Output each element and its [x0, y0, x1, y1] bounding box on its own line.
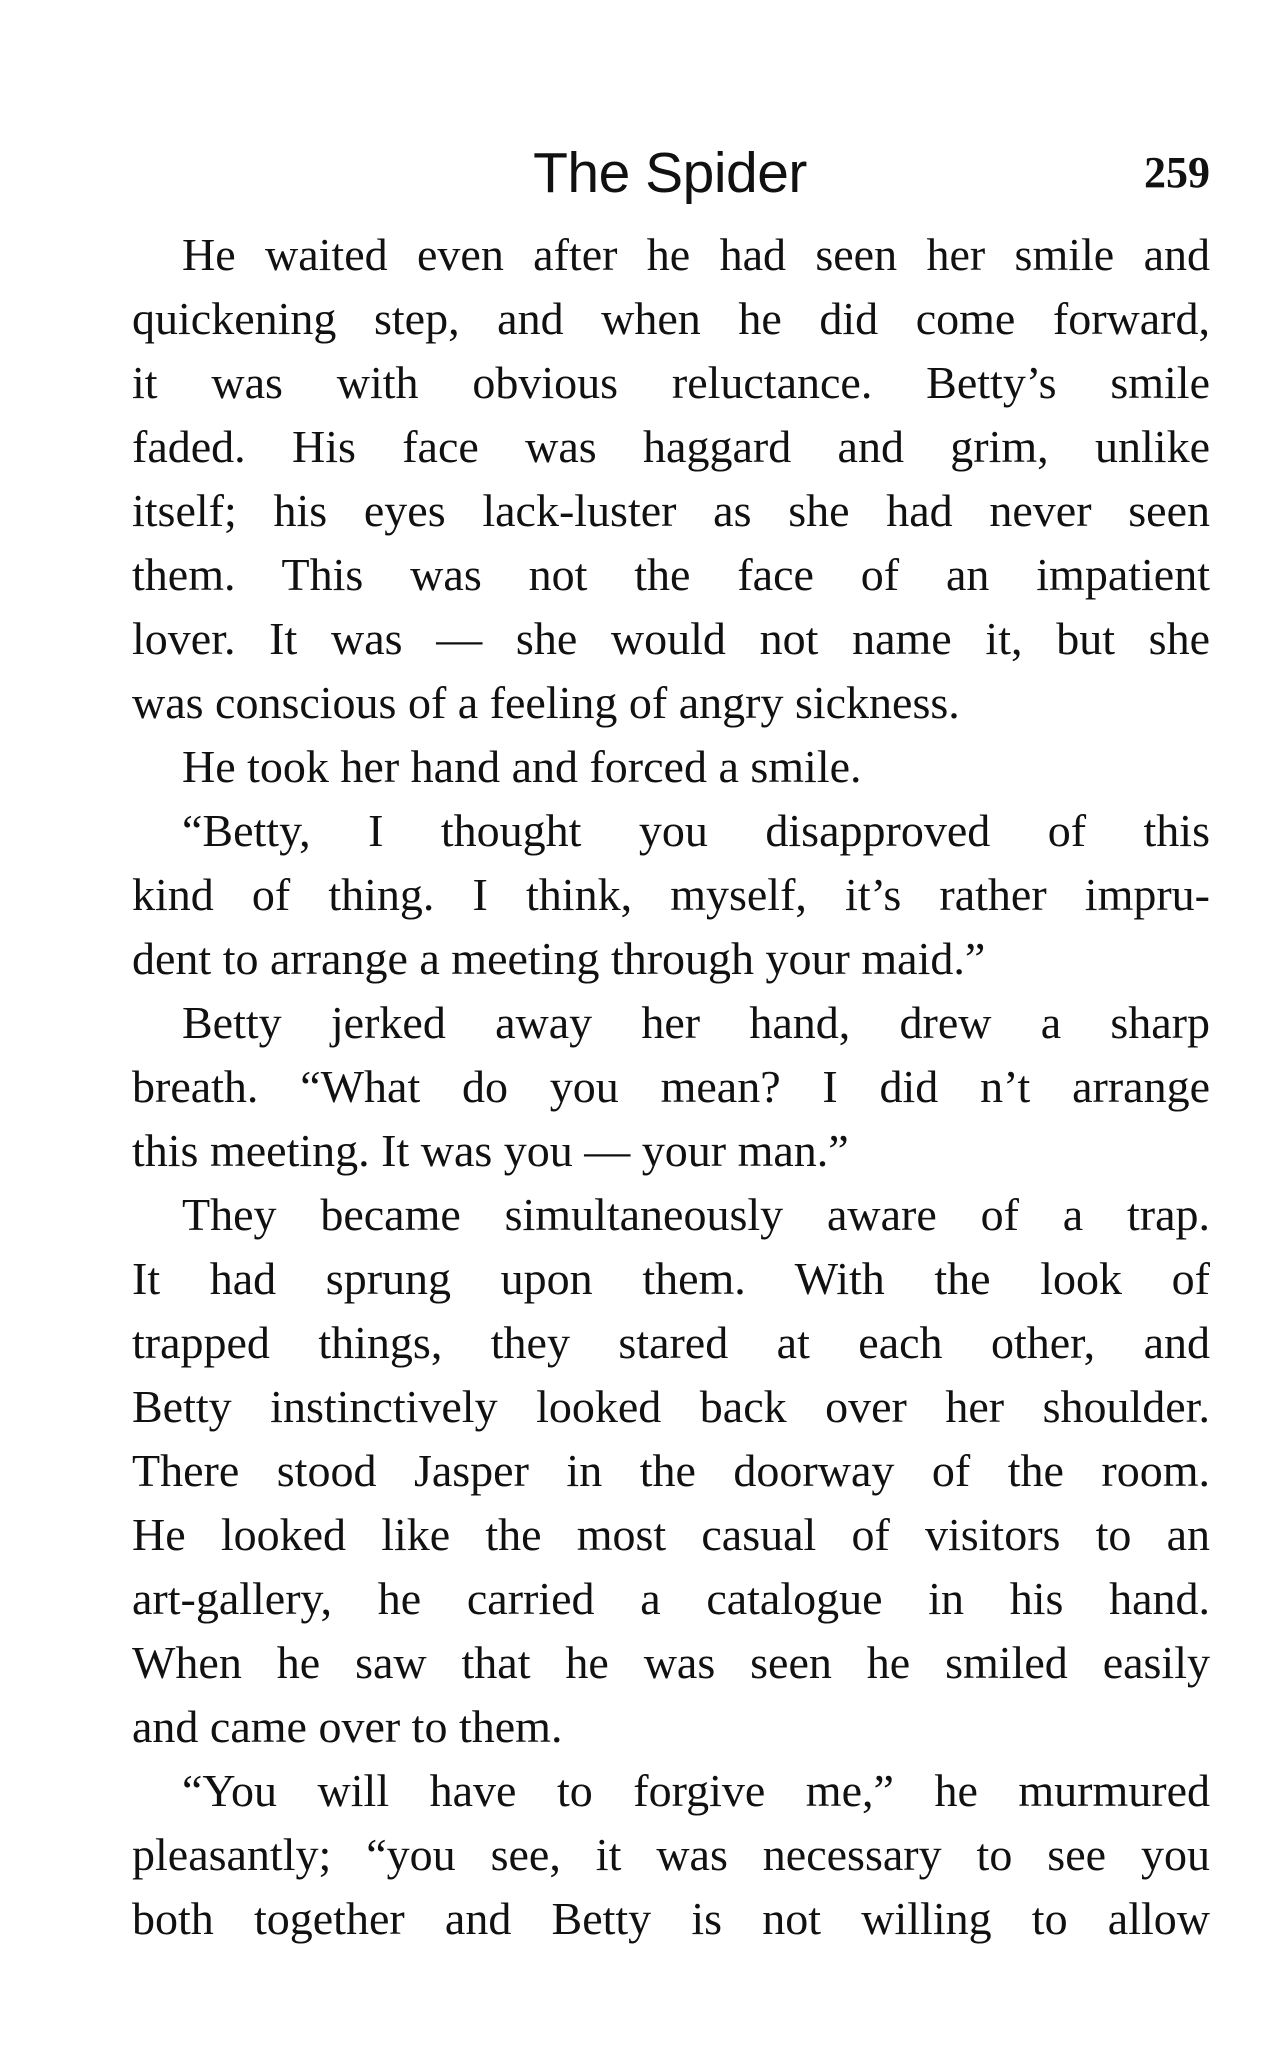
running-title: The Spider	[533, 141, 807, 205]
text-line: He looked like the most casual of visitors to an	[132, 1509, 1210, 1560]
text-line: Betty instinctively looked back over her shoulder.	[132, 1381, 1210, 1432]
text-line: “Betty, I thought you disapproved of this	[182, 805, 1210, 856]
text-line: Betty jerked away her hand, drew a sharp	[182, 997, 1210, 1048]
text-line: both together and Betty is not willing to allow	[132, 1893, 1210, 1944]
running-head	[130, 138, 1210, 208]
text-line: There stood Jasper in the doorway of the room.	[132, 1445, 1210, 1496]
text-line: was conscious of a feeling of angry sickness.	[132, 677, 960, 728]
text-line: art-gallery, he carried a catalogue in his hand.	[132, 1573, 1210, 1624]
text-line: He took her hand and forced a smile.	[182, 741, 862, 792]
text-line: breath. “What do you mean? I did n’t arrange	[132, 1061, 1210, 1112]
text-line: this meeting. It was you — your man.”	[132, 1125, 849, 1176]
text-line: dent to arrange a meeting through your maid.”	[132, 933, 986, 984]
text-line: it was with obvious reluctance. Betty’s smile	[132, 357, 1210, 408]
text-line: faded. His face was haggard and grim, unlike	[132, 421, 1210, 472]
text-line: itself; his eyes lack-luster as she had never seen	[132, 485, 1210, 536]
text-line: lover. It was — she would not name it, but she	[132, 613, 1210, 664]
text-line: They became simultaneously aware of a trap.	[182, 1189, 1210, 1240]
text-line: them. This was not the face of an impatient	[132, 549, 1210, 600]
text-line: “You will have to forgive me,” he murmured	[182, 1765, 1210, 1816]
text-line: kind of thing. I think, myself, it’s rather impru-	[132, 869, 1210, 920]
text-line: When he saw that he was seen he smiled easily	[132, 1637, 1210, 1688]
page-number: 259	[1144, 148, 1210, 197]
text-line: trapped things, they stared at each other, and	[132, 1317, 1210, 1368]
text-line: and came over to them.	[132, 1701, 563, 1752]
body-text	[132, 223, 1210, 1951]
text-line: quickening step, and when he did come forward,	[132, 293, 1210, 344]
text-line: pleasantly; “you see, it was necessary to see you	[132, 1829, 1210, 1880]
text-line: He waited even after he had seen her smile and	[182, 229, 1210, 280]
text-line: It had sprung upon them. With the look of	[132, 1253, 1210, 1304]
